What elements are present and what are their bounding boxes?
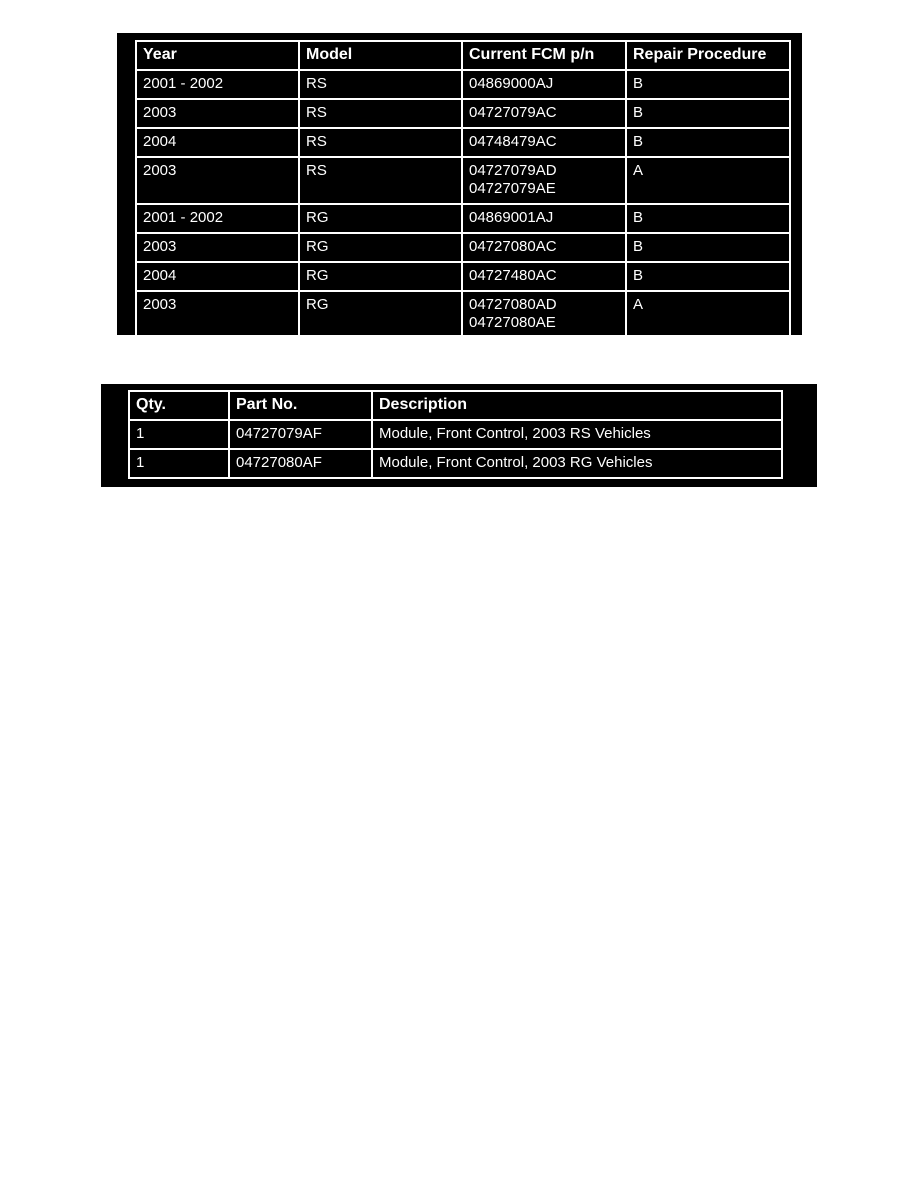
- table-row: [136, 291, 790, 338]
- qty-cell: 1: [129, 420, 229, 449]
- model-cell: RG: [299, 233, 462, 262]
- pn-value: 04727080AD: [469, 296, 557, 313]
- part-no-cell: 04727080AF: [229, 449, 372, 478]
- parts-table-header-row: [129, 391, 782, 420]
- pn-value: 04727079AC: [469, 104, 557, 121]
- header-qty: Qty.: [129, 391, 229, 420]
- procedure-cell: A: [626, 291, 790, 338]
- pn-value: 04727079AD: [469, 162, 557, 179]
- year-cell: 2003: [136, 233, 299, 262]
- header-current-fcm-pn: Current FCM p/n: [462, 41, 626, 70]
- pn-value: 04727079AE: [469, 180, 556, 197]
- procedure-cell: B: [626, 99, 790, 128]
- table-row: [136, 204, 790, 233]
- table-row: [136, 70, 790, 99]
- header-part-no: Part No.: [229, 391, 372, 420]
- year-cell: 2001 - 2002: [136, 204, 299, 233]
- qty-cell: 1: [129, 449, 229, 478]
- pn-cell: [462, 157, 626, 204]
- model-cell: RG: [299, 262, 462, 291]
- table-row: [136, 157, 790, 204]
- description-cell: Module, Front Control, 2003 RS Vehicles: [372, 420, 782, 449]
- pn-cell: [462, 99, 626, 128]
- table-row: [136, 233, 790, 262]
- year-cell: 2004: [136, 128, 299, 157]
- part-no-cell: 04727079AF: [229, 420, 372, 449]
- parts-table: [128, 390, 783, 479]
- pn-value: 04869001AJ: [469, 209, 554, 226]
- pn-value: 04727080AC: [469, 238, 557, 255]
- header-model: Model: [299, 41, 462, 70]
- year-cell: 2003: [136, 291, 299, 338]
- pn-value: 04727080AE: [469, 314, 556, 331]
- header-year: Year: [136, 41, 299, 70]
- description-cell: Module, Front Control, 2003 RG Vehicles: [372, 449, 782, 478]
- procedure-cell: B: [626, 233, 790, 262]
- fcm-table: [135, 40, 791, 339]
- header-description: Description: [372, 391, 782, 420]
- year-cell: 2003: [136, 157, 299, 204]
- pn-value: 04727480AC: [469, 267, 557, 284]
- model-cell: RG: [299, 204, 462, 233]
- model-cell: RG: [299, 291, 462, 338]
- pn-cell: [462, 262, 626, 291]
- year-cell: 2004: [136, 262, 299, 291]
- pn-cell: [462, 70, 626, 99]
- procedure-cell: B: [626, 70, 790, 99]
- header-repair-procedure: Repair Procedure: [626, 41, 790, 70]
- pn-value: 04748479AC: [469, 133, 557, 150]
- pn-value: 04869000AJ: [469, 75, 554, 92]
- procedure-cell: B: [626, 204, 790, 233]
- year-cell: 2001 - 2002: [136, 70, 299, 99]
- procedure-cell: A: [626, 157, 790, 204]
- table-row: [136, 99, 790, 128]
- model-cell: RS: [299, 128, 462, 157]
- procedure-cell: B: [626, 262, 790, 291]
- procedure-cell: B: [626, 128, 790, 157]
- table-row: [136, 128, 790, 157]
- model-cell: RS: [299, 99, 462, 128]
- pn-cell: [462, 291, 626, 338]
- pn-cell: [462, 128, 626, 157]
- table-row: [129, 420, 782, 449]
- pn-cell: [462, 233, 626, 262]
- table-row: [129, 449, 782, 478]
- model-cell: RS: [299, 70, 462, 99]
- fcm-table-panel: [117, 33, 802, 335]
- pn-cell: [462, 204, 626, 233]
- table-row: [136, 262, 790, 291]
- year-cell: 2003: [136, 99, 299, 128]
- fcm-table-header-row: [136, 41, 790, 70]
- parts-table-panel: [101, 384, 817, 487]
- model-cell: RS: [299, 157, 462, 204]
